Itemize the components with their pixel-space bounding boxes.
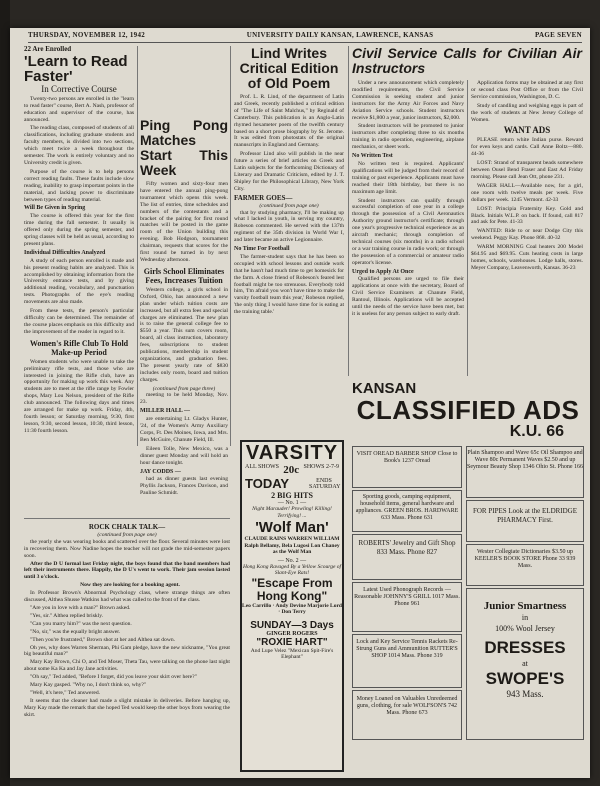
rockchalk-dialog: "Are you in love with a man?" Brown asked.: [30, 604, 131, 611]
varsity-price-all: ALL SHOWS: [245, 464, 279, 470]
lind-text2: Professor Lind also will publish in the near future a series of brief articles on Greek and Latin subjects for the forthcoming Dictionary of Literary and Dramatic Criticism, edited by J. T. Shipley for the Philosophical Library, New York City.: [234, 151, 344, 192]
ad-keelers-book-store: Wester Collegiate Dictionaries $3.50 up KEELER'S BOOK STORE Phone 33 939 Mass.: [466, 544, 584, 586]
learn-kicker: 22 Are Enrolled: [24, 45, 72, 53]
varsity-sunday-film: "ROXIE HART": [256, 636, 328, 648]
learn-para: The reading class, composed of students of all classifications, including graduate students and faculty members, is divided into two sections, which meet twice a week throughout the semester. The work is entirely voluntary and no University credit is given.: [24, 125, 134, 166]
swope-in: in: [521, 613, 529, 622]
binding-edge: [0, 0, 10, 786]
want-ad: LOST: Strand of transparent beads somewhere between Ousel Bend Fraser and East Ad Friday morning. Please call Jean Ott, phone 231.: [471, 160, 583, 180]
varsity-ends: ENDS SATURDAY: [309, 477, 341, 490]
lind-title: Lind Writes Critical Edition of Old Poem: [239, 45, 339, 91]
girls-text: Western college, a girls school in Oxford, Ohio, has announced a new plan under which tuition costs are increased, but all extra fees and special charges are eliminated. The new plan is to raise the general college fee to $550 a year. This sum covers room, board, all class instruction, laboratory fees, subscriptions to student publications, membership in student organizations, and graduation fees. The present yearly rate of $830 includes only room, board and tuition charges.: [140, 286, 228, 383]
civil-section-head2: Urged to Apply At Once: [352, 268, 414, 275]
ad-eldridge-pharmacy: FOR PIPES Look at the ELDRIDGE PHARMACY First.: [466, 500, 584, 542]
swope-address: 943 Mass.: [506, 689, 544, 699]
varsity-extra: And Lupe Velez "Mexican Spit-Fire's Elephant": [250, 647, 334, 660]
varsity-tag2: Hong Kong Ravaged By a Yellow Scourge of Slant-Eye Rats!: [242, 563, 342, 576]
column-rule: [137, 46, 138, 446]
article-lind-writes: [234, 46, 344, 446]
rockchalk-dialog: Mary Kay Brown, Chi O, and Ted Moser, Theta Tau, were talking on the phone last night about some Ka Ka and Jay Jane activities.: [24, 659, 230, 673]
learn-title: 'Learn to Read Faster': [24, 52, 128, 85]
rifle-title: Women's Rifle Club To Hold Make-up Period: [29, 338, 129, 357]
rockchalk-dialog: "Well, it's here," Ted answered.: [30, 689, 101, 696]
classified-phone: K.U. 66: [509, 423, 564, 440]
civil-section-head: No Written Test: [352, 153, 393, 160]
article-ping-pong: [140, 118, 228, 500]
swope-dresses: DRESSES: [484, 638, 566, 657]
learn-section-head: Will Be Given in Spring: [24, 205, 86, 212]
civil-text6: Application forms may be obtained at any first or second class Post Office or from the Civil Service commission, Washington, D. C.: [471, 80, 583, 100]
rockchalk-dialog: "Can you marry him?" was the next question.: [30, 620, 132, 627]
varsity-shows: SHOWS 2-7-9: [303, 464, 339, 470]
rockchalk-text: the yearly she was wearing books and scattered over the floor. Several minutes were lost in recovering them. Now Nadine hopes the teacher will not grade the mid-semester papers soon.: [24, 538, 230, 559]
civil-text2: Student instructors will be promoted to junior instructors after completing three to six months training in radio operation, engineering, airplane mechanics, or sheet work.: [352, 123, 464, 151]
swope-name: SWOPE'S: [485, 669, 565, 688]
want-ad: WARM MORNING Coal heaters 200 Model $64.95 and $69.95. Cuts heating costs in large homes, schools, warehouses. Lodge halls, stores. Meyer Company, Leavenworth, Kansas. 36-23: [471, 244, 583, 271]
learn-para: From these tests, the person's particular difficulty can be determined. The remainder of the course places emphasis on this difficulty and the improvement of the reader in regard to it.: [24, 308, 134, 335]
rockchalk-dialog: "Then you're frustrated," Brown shot at her and Althea sat down.: [30, 636, 176, 643]
lind-text: Prof. L. R. Lind, of the department of Latin and Greek, recently published a critical edition of "The Life of Saint Malchus," by Reginald of Canterbury. This publication is an Anglo-Latin rhymed hexameter poem of the twelfth century based on a short prose biography by St. Jerome. It was edited from photostats of the original manuscripts in England and Germany.: [234, 94, 344, 149]
column-rule: [467, 80, 468, 376]
civil-column-1: [352, 80, 464, 372]
varsity-film1: 'Wolf Man': [255, 519, 329, 536]
miller-hall-text2: Eileen Tolle, New Mexico, was a dinner guest Monday and will hold an hour dance tonight.: [140, 445, 228, 466]
varsity-film2: "Escape From Hong Kong": [251, 575, 333, 603]
want-ads-title: WANT ADS: [503, 125, 551, 136]
pingpong-text: Fifty women and sixty-four men have entered the annual ping-pong tournament which opens this week. The list of entries, time schedules and numbers of the contestants and a bracket of the pairing for first round matches will be posted in the game room of the Union building this evening. Bob Hodgson, tournament chairman, requests that scores for the first round be turned in by next Wednesday afternoon.: [140, 181, 228, 263]
varsity-cast1: CLAUDE RAINS WARREN WILLIAM Ralph Bellamy, Bela Lugosi Lon Chaney as the Wolf Man: [244, 536, 340, 555]
rockchalk-dialog: "Yes, sir." Althea replied briskly.: [30, 612, 104, 619]
rockchalk-now: Now they are looking for a booking agent.: [80, 582, 180, 589]
masthead: [28, 28, 582, 43]
miller-hall-text: are entertaining Lt. Gladys Hunter, '24, of the Women's Army Auxiliary Corps, Ft. Des Moines, Iowa, and Mrs. Ben McGuire, Chanute Field, Ill.: [140, 416, 228, 443]
swope-at: at: [522, 659, 528, 668]
varsity-today-row: [242, 476, 342, 491]
section-divider: [24, 518, 230, 519]
varsity-today: TODAY: [245, 476, 290, 491]
masthead-paper: UNIVERSITY DAILY KANSAN, LAWRENCE, KANSAS: [246, 31, 434, 39]
varsity-no2: — No. 2 —: [277, 557, 307, 564]
farmer-text: that by studying pharmacy, I'll be making up what I lacked in youth, in serving my country, Robeson commented. He served with the 137th regiment of the 35th division in World War I, and later became an active Legionnaire.: [234, 209, 344, 244]
civil-title: Civil Service Calls for Civilian Air Instructors: [352, 45, 582, 76]
rockchalk-title: ROCK CHALK TALK—: [88, 523, 166, 531]
learn-subtitle: In Corrective Course: [41, 83, 117, 94]
miller-hall-head: MILLER HALL —: [140, 408, 191, 415]
rockchalk-text2: In Professor Brown's Abnormal Psychology class, where strange things are often discussed, Althea Shusse Watkins had what was called to the front of the class.: [24, 590, 230, 604]
civil-headline: [352, 45, 582, 76]
civil-text: Under a new announcement which completely modified requirements, the Civil Service Commission is seeking student and junior instructors for the Army Air Forces and Navy Aviation Service schools. Student instructors receive $1,800 a year, junior instructors, $2,000.: [352, 80, 464, 121]
ad-roberts-jewelry: ROBERTS' Jewelry and Gift Shop 833 Mass. Phone 827: [352, 534, 462, 580]
column-rule: [348, 46, 349, 376]
masthead-page: PAGE SEVEN: [534, 31, 582, 39]
varsity-price: 20c: [283, 464, 300, 476]
learn-section-head: Individual Difficulties Analyzed: [24, 249, 106, 256]
rifle-text: Women students who were unable to take the preliminary rifle tests, and those who are interested in joining the Rifle club, have an opportunity for making up work this week. Any students are to meet at the rifle range by Fowler shops, Mary Lou Nelson, president of the Rifle club announced. The following days and times are arranged for make up work. Friday, 4th, fourth lesson; or Saturday morning, 9:30, first lesson, 9:30, second lesson, 10:30, third lesson, 11:30 fourth lesson.: [24, 358, 134, 434]
jay-codds-head: JAY CODDS —: [140, 468, 181, 475]
varsity-no1: — No. 1 —: [277, 500, 307, 506]
ad-johnnys-grill: Latest Used Phonograph Records — Reasonable JOHNNY'S GRILL 1017 Mass. Phone 961: [352, 582, 462, 632]
civil-text3: No written test is required. Applicants' qualifications will be judged from their record of training or past experience. Applicants must have reached their 18th birthday, but there is no maximum age limit.: [352, 160, 464, 195]
varsity-theater-ad: [240, 440, 344, 772]
rockchalk-dialog: Mary Kay gasped. "Why no, I don't think so, why?": [30, 682, 147, 689]
civil-column-2: [471, 80, 583, 376]
jay-codds-text: had as dinner guests last evening Phyllis Jackson, Frances Davison, and Pauline Schmidt.: [140, 476, 228, 497]
want-ad: LOST: Principia Fraternity Key. Gold and Black. Initials W.L.P. on back. If found, call 817 and ask for Pete. 41-33: [471, 205, 583, 226]
learn-para: Twenty-two persons are enrolled in the "learn to read faster" course, Bert A. Nash, professor of education and supervisor of the course, has announced.: [24, 95, 134, 123]
rockchalk-after: After the D U formal last Friday night, the boys found that the band members had left their instruments there. Happily, the D U's went to work. Their jam session lasted until 3 o'clock.: [24, 560, 230, 581]
learn-para: A study of each person enrolled is made and his present reading habits are analyzed. This is accomplished by obtaining information from the University entrance tests, and by giving additional reading, vocabulary, and punctuation tests. Photographs of the eye's reading movements are also made.: [24, 257, 134, 306]
article-learn-to-read: [24, 46, 134, 446]
want-ad: PLEASE return white Indian purse. Reward for even keys and cards. Call Anne Boltz—880. 44-36: [471, 137, 583, 158]
girls-continued: (continued from page three): [152, 385, 216, 392]
ad-wolfsons: Money Loaned on Valuables Unredeemed guns, clothing, for sale WOLFSON'S 742 Mass. Phone 673: [352, 690, 462, 740]
classified-title: CLASSIFIED ADS: [356, 395, 580, 425]
ad-seymour-beauty: Plain Shampoo and Wave 65c Oil Shampoo and Wave 80c Permanent Waves $2.50 and up Seymour Beauty Shop 1346 Ohio St. Phone 166: [466, 446, 584, 498]
rockchalk-continued: (continued from page one): [97, 531, 157, 538]
column-rule: [230, 46, 231, 446]
newspaper-page: [10, 28, 590, 778]
want-ad: WANTED: Ride to or near Dodge City this weekend. Peggy Kay. Phone 868. 40-32: [471, 228, 583, 242]
rockchalk-dialog: "No, sir," was the equally bright answer.: [30, 628, 121, 635]
civil-text7: Study of candling and weighing eggs is part of the work of students at New Jersey College of Women.: [471, 102, 583, 123]
farmer-continued: (continued from page one): [259, 202, 319, 209]
farmer-text2: The farmer-student says that he has been so occupied with school lessons and outside work that he hasn't had much time to get homesick for the farm. A close friend of Robeson's feared lest football might be too strenuous. Everybody told him, 'I'm afraid you won't have time to make the varsity football team this year,' Robeson replied, 'the only thing I would have time for is eating at the training table.': [234, 253, 344, 316]
civil-text4: Student instructors can qualify through successful completion of one year in a college through the possession of a Civil Aeronautics Authority ground instructor's certificate; through one year's progressive technical experience as an aircraft mechanic; through completion of technical courses (six months) in a radio school or a war training course in radio work; or through the possession of a commercial or amateur radio operator's license.: [352, 197, 464, 266]
masthead-date: THURSDAY, NOVEMBER 12, 1942: [28, 31, 146, 39]
farmer-section-head: No Time For Football: [234, 246, 290, 253]
girls-more: meeting to be held Monday, Nov. 23.: [140, 392, 228, 406]
varsity-cast2: Leo Carrillo · Andy Devine Marjorie Lord · Don Terry: [242, 602, 342, 615]
learn-para: The course is offered this year for the first time during the fall semester. It usually is offered only during the spring semester, and spring classes will be held as usual, according to present plans.: [24, 213, 134, 247]
swope-wool: 100% Wool Jersey: [495, 624, 555, 633]
ad-oread-barber: VISIT OREAD BARBER SHOP Close to Book's 1237 Oread: [352, 446, 462, 488]
swope-junior: Junior Smartness: [483, 600, 567, 612]
girls-title: Girls School Eliminates Fees, Increases Tuition: [143, 266, 225, 285]
varsity-sunday: SUNDAY—3 Days: [250, 619, 334, 631]
learn-para: Purpose of the course is to help persons correct reading faults. These faults include slow reading, inability to grasp important points in the material, and lacking power to discriminate between types of reading material.: [24, 168, 134, 203]
pingpong-title: Ping Pong Matches Start This Week: [140, 117, 228, 178]
varsity-title: VARSITY: [245, 442, 339, 464]
classified-kansan: KANSAN: [352, 380, 417, 397]
classified-header: [352, 380, 584, 442]
rockchalk-dialog: It seems that the cleaner had made a slight mistake in deliveries. Before hanging up, Mary Kay made the remark that she hoped Ted would keep the other boys from wearing the skirt.: [24, 697, 230, 718]
varsity-hits: 2 BIG HITS: [271, 491, 313, 500]
varsity-price-row: [242, 464, 342, 476]
ad-rutters-shop: Lock and Key Service Tennis Rackets Re-Strung Guns and Ammunition RUTTER'S SHOP 1014 Mass. Phone 319: [352, 634, 462, 688]
rockchalk-dialog: "Oh say," Ted added, "Before I forget, did you leave your skirt over here?": [30, 674, 197, 681]
farmer-title: FARMER GOES—: [234, 193, 293, 202]
ad-swopes: [466, 588, 584, 740]
varsity-tag1: Night Marauder! Prowling! Killing! Terrifying! ...: [252, 506, 332, 519]
want-ad: WAGER HALL—Available now, for a girl, one room with twelve meals per week. Five dollars per week. 1245 Vermont. 42-33: [471, 182, 583, 203]
rockchalk-dialog: Oh yes, why does Warren Sherman, Phi Gam pledge, have the new nickname, "You great big beautiful man?": [24, 644, 230, 658]
civil-text5: Qualified persons are urged to file their applications at once with the secretary, Board of Civil Service Examiners at Chanute Field, Rantoul, Illinois. Applications will be accepted until the needs of the service have been met, but it is useless for any person subject to early draft.: [352, 276, 464, 317]
varsity-sunday-cast: GINGER ROGERS: [266, 630, 318, 637]
ad-green-bros: Sporting goods, camping equipment, household items, general hardware and appliances. GREEN BROS. HARDWARE 633 Mass. Phone 631: [352, 490, 462, 532]
article-rock-chalk-talk: [24, 522, 230, 774]
